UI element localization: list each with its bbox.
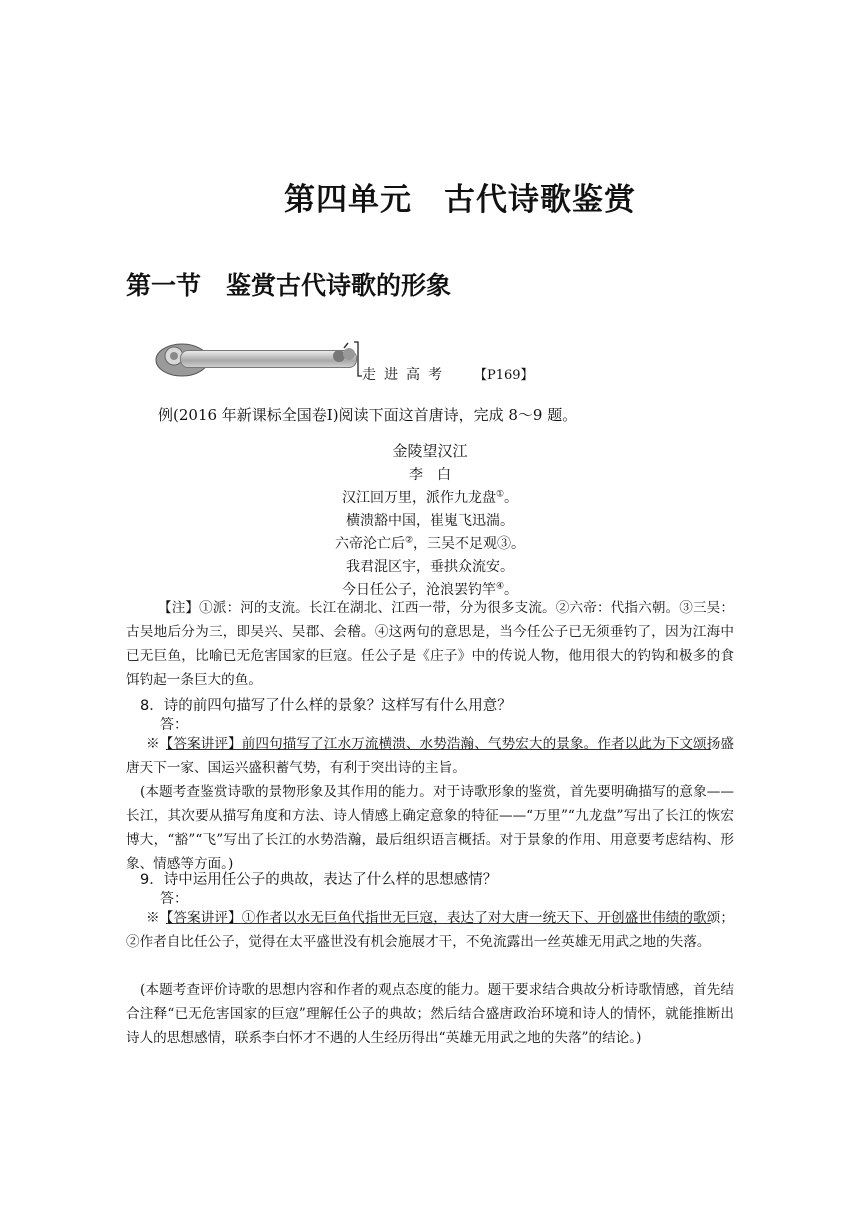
- section-title: 第一节 鉴赏古代诗歌的形象: [126, 271, 452, 300]
- example-text: (2016 年新课标全国卷Ⅰ)阅读下面这首唐诗，完成 8～9 题。: [173, 406, 578, 424]
- poem-author: 李 白: [409, 467, 451, 483]
- section-banner: [152, 338, 534, 383]
- poem-notes: 【注】①派：河的支流。长江在湖北、江西一带，分为很多支流。②六帝：代指六朝。③三吴：古吴地后分为三，即吴兴、吴郡、会稽。④这两句的意思是，当今任公子已无须垂钓了，因为江海中已无巨鱼，比喻已无危害国家的巨寇。任公子是《庄子》中的传说人物，他用很大的钓钩和极多的食饵钓起一条巨大的鱼。: [126, 600, 734, 688]
- poem-line: 汉江回万里，派作九龙盘①。: [341, 489, 519, 506]
- banner-label: 走进高考: [362, 367, 450, 383]
- example-intro: [158, 404, 577, 425]
- answer-line-9[interactable]: 答：: [160, 888, 734, 924]
- page-reference: 【P169】: [474, 368, 534, 383]
- poem-line: 横溃豁中国，崔嵬飞迅湍。: [346, 513, 514, 529]
- poem-line: 今日任公子，沧浪罢钓竿④。: [341, 581, 519, 598]
- answer-explain-8: ※【答案讲评】前四句描写了江水万流横溃、水势浩瀚、气势宏大的景象。作者以此为下文颂扬盛唐天下一家、国运兴盛积蓄气势，有利于突出诗的主旨。: [126, 736, 734, 776]
- analysis-8: (本题考查鉴赏诗歌的景物形象及其作用的能力。对于诗歌形象的鉴赏，首先要明确描写的意象——长江，其次要从描写角度和方法、诗人情感上确定意象的特征——“万里”“九龙盘”写出了长江的恢宏博大，“豁”“飞”写出了长江的水势浩瀚，最后组织语言概括。对于景象的作用、用意要考虑结构、形象、情感等方面。): [126, 784, 734, 872]
- answer-explain-9: ※【答案讲评】①作者以水无巨鱼代指世无巨寇，表达了对大唐一统天下、开创盛世伟绩的歌颂；②作者自比任公子，觉得在太平盛世没有机会施展才干，不免流露出一丝英雄无用武之地的失落。: [126, 910, 734, 950]
- poem-line: 六帝沦亡后②，三吴不足观③。: [334, 535, 526, 552]
- answer-line-8[interactable]: 答：: [160, 714, 734, 750]
- poem-line: 我君混区宇，垂拱众流安。: [346, 559, 514, 575]
- poem-title: 金陵望汉江: [392, 442, 468, 460]
- question-9: 9．诗中运用任公子的典故，表达了什么样的思想感情？: [140, 872, 498, 888]
- question-8: 8．诗的前四句描写了什么样的景象？这样写有什么用意？: [140, 698, 512, 714]
- analysis-9: (本题考查评价诗歌的思想内容和作者的观点态度的能力。题干要求结合典故分析诗歌情感，首先结合注释“已无危害国家的巨寇”理解任公子的典故；然后结合盛唐政治环境和诗人的情怀，就能推断出诗人的思想感情，联系李白怀才不遇的人生经历得出“英雄无用武之地的失落”的结论。): [126, 982, 734, 1046]
- example-prefix: 例: [158, 406, 174, 424]
- unit-title: 第四单元 古代诗歌鉴赏: [284, 182, 636, 218]
